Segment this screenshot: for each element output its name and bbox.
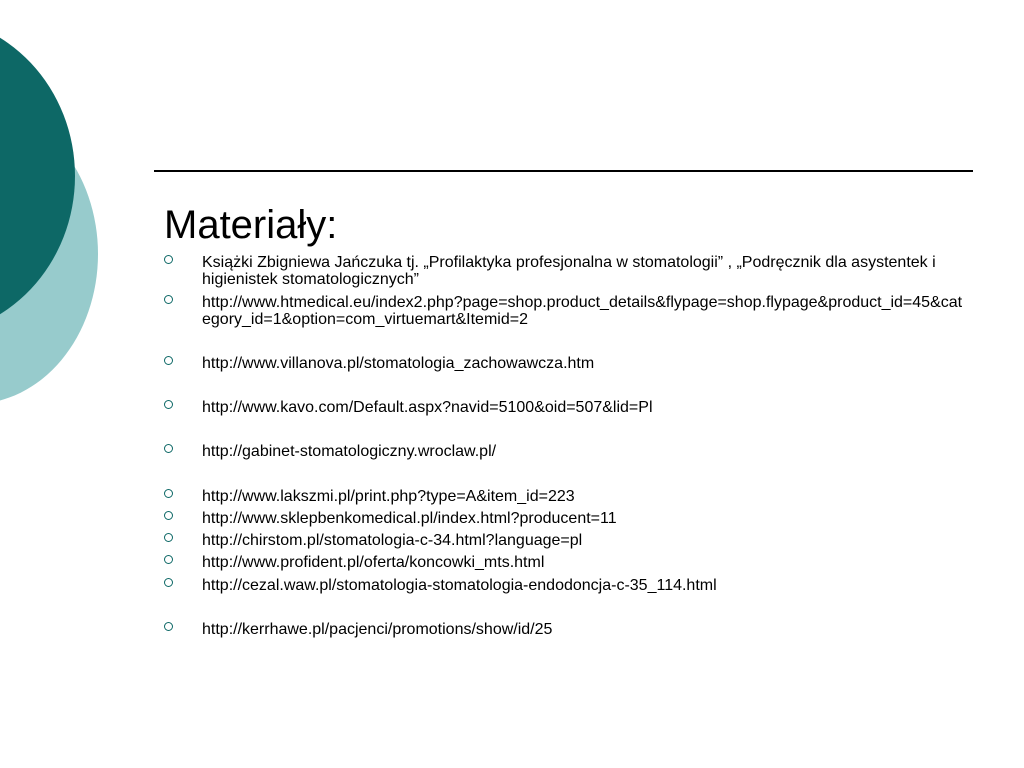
list-item-url[interactable]: http://www.profident.pl/oferta/koncowki_mts.html (202, 554, 545, 571)
list-item-url[interactable]: http://www.htmedical.eu/index2.php?page=shop.product_details&flypage=shop.flypage&product_id=45&category_id=1&option=com_virtuemart&Itemid=2 (202, 294, 963, 328)
circle-bullet-icon (164, 533, 173, 542)
list-item-link (164, 294, 964, 328)
list-item-link (164, 554, 964, 571)
list-item-link (164, 510, 964, 527)
circle-bullet-icon (164, 489, 173, 498)
list-item-url[interactable]: http://www.villanova.pl/stomatologia_zachowawcza.htm (202, 355, 595, 372)
list-item-text: Książki Zbigniewa Jańczuka tj. „Profilaktyka profesjonalna w stomatologii” , „Podręcznik dla asystentek i higienistek stomatologicznych” (202, 254, 936, 288)
list-item-book (164, 254, 964, 288)
list-item-link (164, 577, 964, 594)
list-item-link (164, 399, 964, 416)
list-item-url[interactable]: http://gabinet-stomatologiczny.wroclaw.pl/ (202, 443, 497, 460)
list-item-link (164, 488, 964, 505)
circle-bullet-icon (164, 622, 173, 631)
list-item-url[interactable]: http://kerrhawe.pl/pacjenci/promotions/show/id/25 (202, 621, 553, 638)
circle-bullet-icon (164, 255, 173, 264)
list-item-link (164, 532, 964, 549)
list-item-link (164, 355, 964, 372)
slide-title: Materiały: (164, 203, 338, 247)
circle-bullet-icon (164, 444, 173, 453)
circle-bullet-icon (164, 295, 173, 304)
circle-bullet-icon (164, 511, 173, 520)
list-item-link (164, 621, 964, 638)
list-item-url[interactable]: http://www.kavo.com/Default.aspx?navid=5100&oid=507&lid=Pl (202, 399, 653, 416)
list-item-url[interactable]: http://cezal.waw.pl/stomatologia-stomatologia-endodoncja-c-35_114.html (202, 577, 717, 594)
circle-bullet-icon (164, 555, 173, 564)
circle-bullet-icon (164, 400, 173, 409)
list-item-link (164, 443, 964, 460)
list-item-url[interactable]: http://www.lakszmi.pl/print.php?type=A&item_id=223 (202, 488, 575, 505)
list-item-url[interactable]: http://chirstom.pl/stomatologia-c-34.html?language=pl (202, 532, 583, 549)
circle-bullet-icon (164, 578, 173, 587)
list-item-url[interactable]: http://www.sklepbenkomedical.pl/index.html?producent=11 (202, 510, 617, 527)
circle-bullet-icon (164, 356, 173, 365)
